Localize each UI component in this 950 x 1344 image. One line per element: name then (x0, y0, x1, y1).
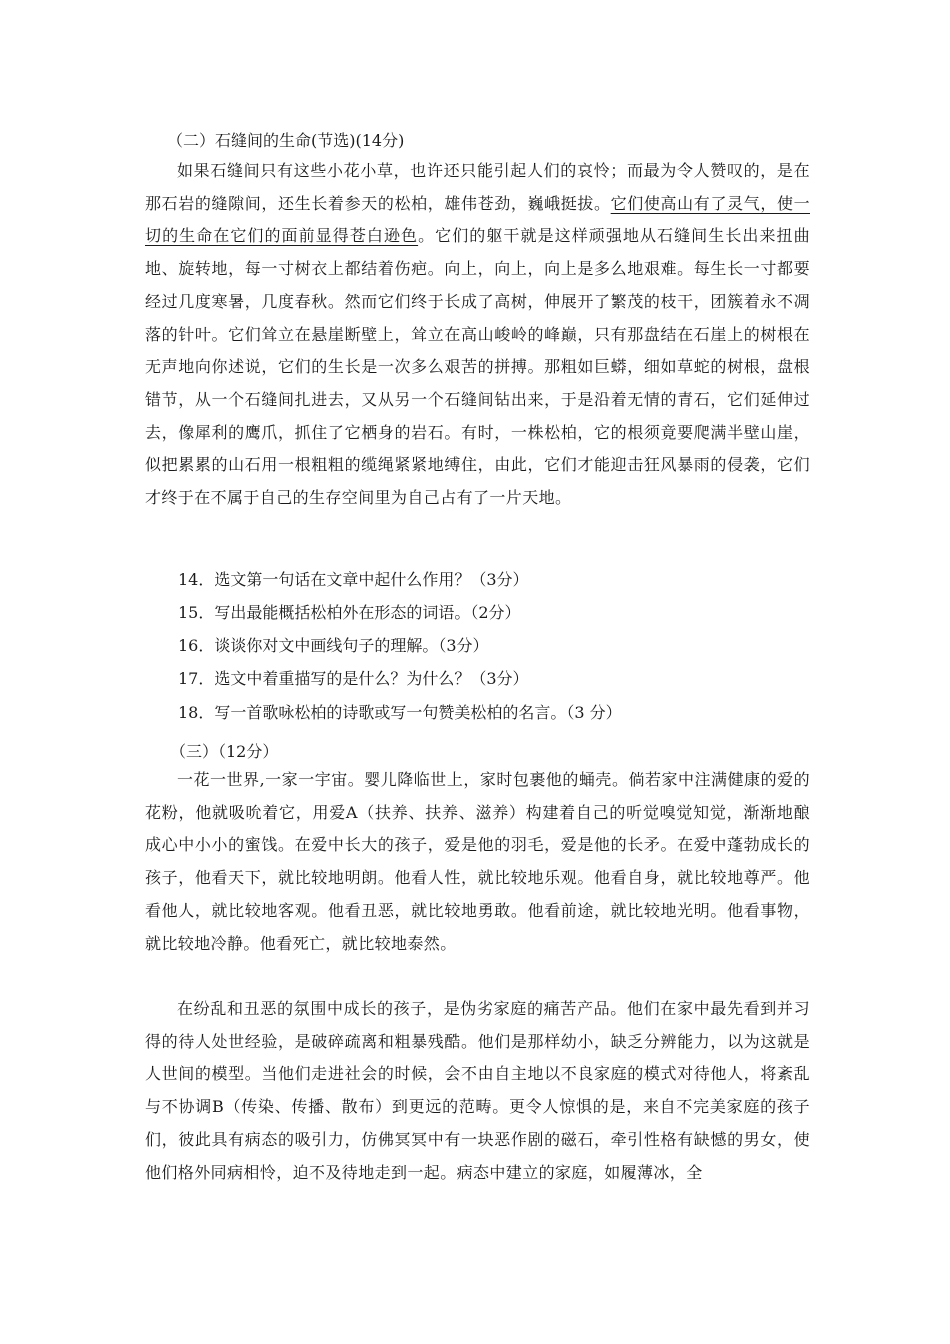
question-16: 16．谈谈你对文中画线句子的理解。（3分） (178, 636, 489, 655)
section-3-paragraph-1: 一花一世界,一家一宇宙。婴儿降临世上，家时包裹他的蛹壳。倘若家中注满健康的爱的花粉，他就吸吮着它，用爱A（扶养、扶养、滋养）构建着自己的听觉嗅觉知觉，渐渐地酿成心中小小的蜜饯。在爱中长大的孩子，爱是他的羽毛，爱是他的长矛。在爱中蓬勃成长的孩子，他看天下，就比较地明朗。他看人性，就比较地乐观。他看自身，就比较地尊严。他看他人，就比较地客观。他看丑恶，就比较地勇敢。他看前途，就比较地光明。他看事物，就比较地冷静。他看死亡，就比较地泰然。 (145, 770, 810, 953)
question-15: 15．写出最能概括松柏外在形态的词语。（2分） (178, 603, 521, 622)
question-18: 18．写一首歌咏松柏的诗歌或写一句赞美松柏的名言。（3 分） (178, 703, 622, 722)
section-3-title: （三）（12分） (170, 742, 279, 761)
underlined-sentence: 它们使高山有了灵气，使一切的生命在它们的面前显得苍白逊色 (145, 193, 810, 246)
question-17: 17．选文中着重描写的是什么？为什么？（3分） (178, 669, 529, 688)
question-14: 14．选文第一句话在文章中起什么作用？（3分） (178, 570, 529, 589)
section-3-paragraph-2: 在纷乱和丑恶的氛围中成长的孩子，是伪劣家庭的痛苦产品。他们在家中最先看到并习得的待人处世经验，是破碎疏离和粗暴残酷。他们是那样幼小，缺乏分辨能力，以为这就是人世间的模型。当他们走进社会的时候，会不由自主地以不良家庭的模式对待他人，将紊乱与不协调B（传染、传播、散布）到更远的范畴。更令人惊惧的是，来自不完美家庭的孩子们，彼此具有病态的吸引力，仿佛冥冥中有一块恶作剧的磁石，牵引性格有缺憾的男女，使他们格外同病相怜，迫不及待地走到一起。病态中建立的家庭，如履薄冰，全 (145, 999, 810, 1182)
passage-text-b: 。它们的躯干就是这样顽强地从石缝间生长出来扭曲地、旋转地，每一寸树衣上都结着伤疤。向上，向上，向上是多么地艰难。每生长一寸都要经过几度寒暑，几度春秋。然而它们终于长成了高树，伸展开了繁茂的枝干，团簇着永不凋落的针叶。它们耸立在悬崖断壁上，耸立在高山峻岭的峰巅，只有那盘结在石崖上的树根在无声地向你述说，它们的生长是一次多么艰苦的拼搏。那粗如巨蟒，细如草蛇的树根，盘根错节，从一个石缝间扎进去，又从另一个石缝间钻出来，于是沿着无情的青石，它们延伸过去，像犀利的鹰爪，抓住了它栖身的岩石。有时，一株松柏，它的根须竟要爬满半壁山崖，似把累累的山石用一根粗粗的缆绳紧紧地缚住，由此，它们才能迎击狂风暴雨的侵袭，它们才终于在不属于自己的生存空间里为自己占有了一片天地。 (145, 226, 810, 508)
section-2-title: （二）石缝间的生命(节选)(14分) (167, 131, 405, 150)
section-2-passage (145, 155, 810, 515)
passage-text-a: 如果石缝间只有这些小花小草，也许还只能引起人们的哀怜；而最为令人赞叹的，是在那石岩的缝隙间，还生长着参天的松柏，雄伟苍劲，巍峨挺拔。 (145, 161, 810, 213)
